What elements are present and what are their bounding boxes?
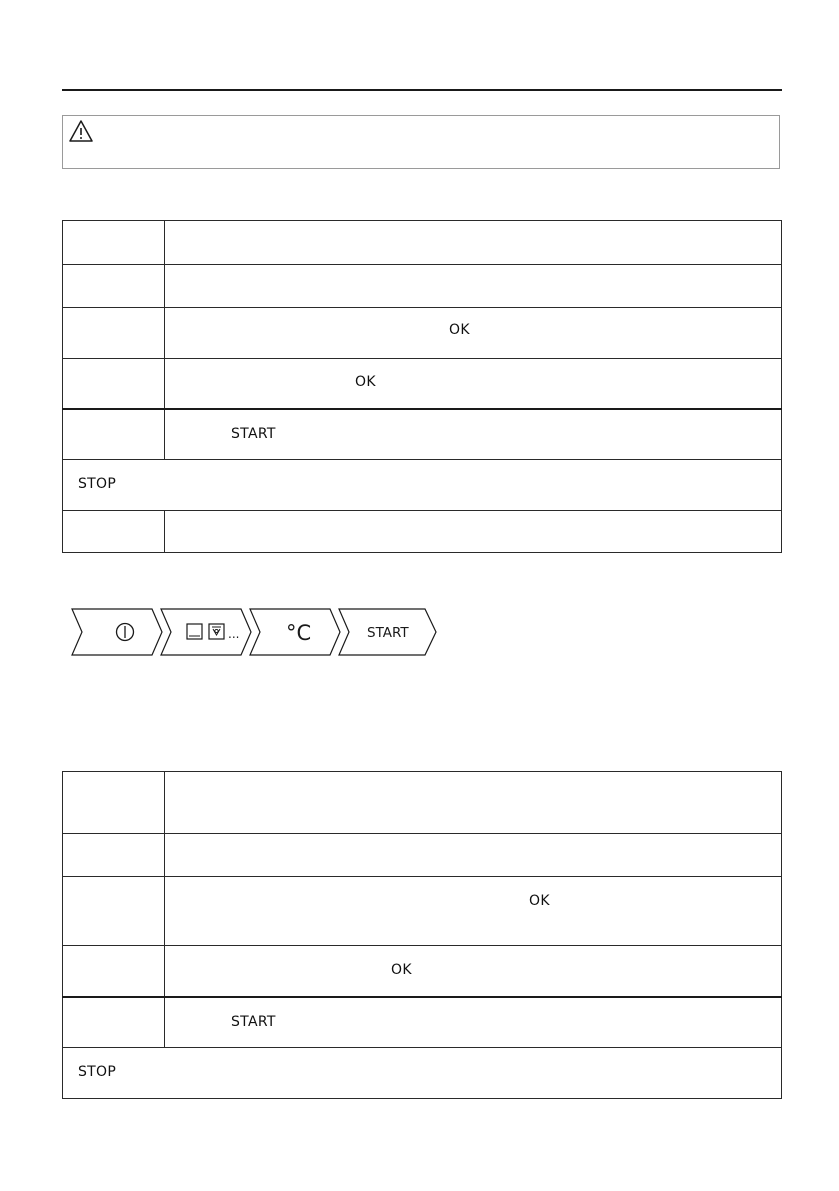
- table-row: [63, 946, 782, 997]
- step-text-cell: [165, 772, 782, 834]
- table-row: [63, 221, 782, 265]
- step-text-cell: [165, 409, 782, 460]
- table-row: [63, 1048, 782, 1099]
- flow-step-temperature: [250, 609, 340, 655]
- ok-key-label: OK: [355, 374, 376, 390]
- step-number-cell: [63, 308, 165, 359]
- table-row: [63, 460, 782, 511]
- step-number-cell: [63, 834, 165, 877]
- start-label: START: [367, 625, 409, 641]
- step-number-cell: [63, 946, 165, 997]
- table-row: [63, 409, 782, 460]
- table-row: [63, 359, 782, 409]
- stop-key-label: STOP: [78, 476, 117, 492]
- note-cell: [63, 1048, 782, 1099]
- stop-key-label: STOP: [78, 1064, 117, 1080]
- table-row: [63, 511, 782, 553]
- step-number-cell: [63, 772, 165, 834]
- flow-step-function: [161, 609, 251, 655]
- flow-step-power: [72, 609, 162, 655]
- power-icon: [117, 624, 134, 641]
- ok-key-label: OK: [449, 322, 470, 338]
- header-rule: [62, 89, 782, 91]
- grill-function-icon: [209, 624, 224, 639]
- step-text-cell: [165, 997, 782, 1048]
- step-number-cell: [63, 511, 165, 553]
- step-text-cell: [165, 834, 782, 877]
- table-row: [63, 772, 782, 834]
- step-number-cell: [63, 265, 165, 308]
- start-key-label: START: [231, 425, 276, 442]
- step-text-cell: [165, 308, 782, 359]
- note-cell: [63, 460, 782, 511]
- step-number-cell: [63, 877, 165, 946]
- step-text-cell: [165, 265, 782, 308]
- table-row: [63, 997, 782, 1048]
- step-number-cell: [63, 997, 165, 1048]
- steps-table-2: [62, 771, 782, 1099]
- temperature-label: °C: [286, 621, 312, 645]
- operation-flow-diagram: [70, 608, 450, 658]
- flow-step-start: [339, 609, 436, 655]
- start-key-label: START: [231, 1013, 276, 1030]
- step-text-cell: [165, 221, 782, 265]
- more-functions-ellipsis: ...: [228, 627, 240, 641]
- warning-triangle-icon: [68, 119, 94, 143]
- step-text-cell: [165, 359, 782, 409]
- step-text-cell: [165, 511, 782, 553]
- table-row: [63, 265, 782, 308]
- step-text-cell: [165, 877, 782, 946]
- step-number-cell: [63, 359, 165, 409]
- steps-table-1: [62, 220, 782, 553]
- ok-key-label: OK: [391, 962, 412, 978]
- oven-function-icon: [187, 624, 202, 639]
- table-row: [63, 834, 782, 877]
- table-row: [63, 877, 782, 946]
- step-text-cell: [165, 946, 782, 997]
- step-number-cell: [63, 409, 165, 460]
- step-number-cell: [63, 221, 165, 265]
- warning-box: [62, 115, 780, 169]
- table-row: [63, 308, 782, 359]
- ok-key-label: OK: [529, 893, 550, 909]
